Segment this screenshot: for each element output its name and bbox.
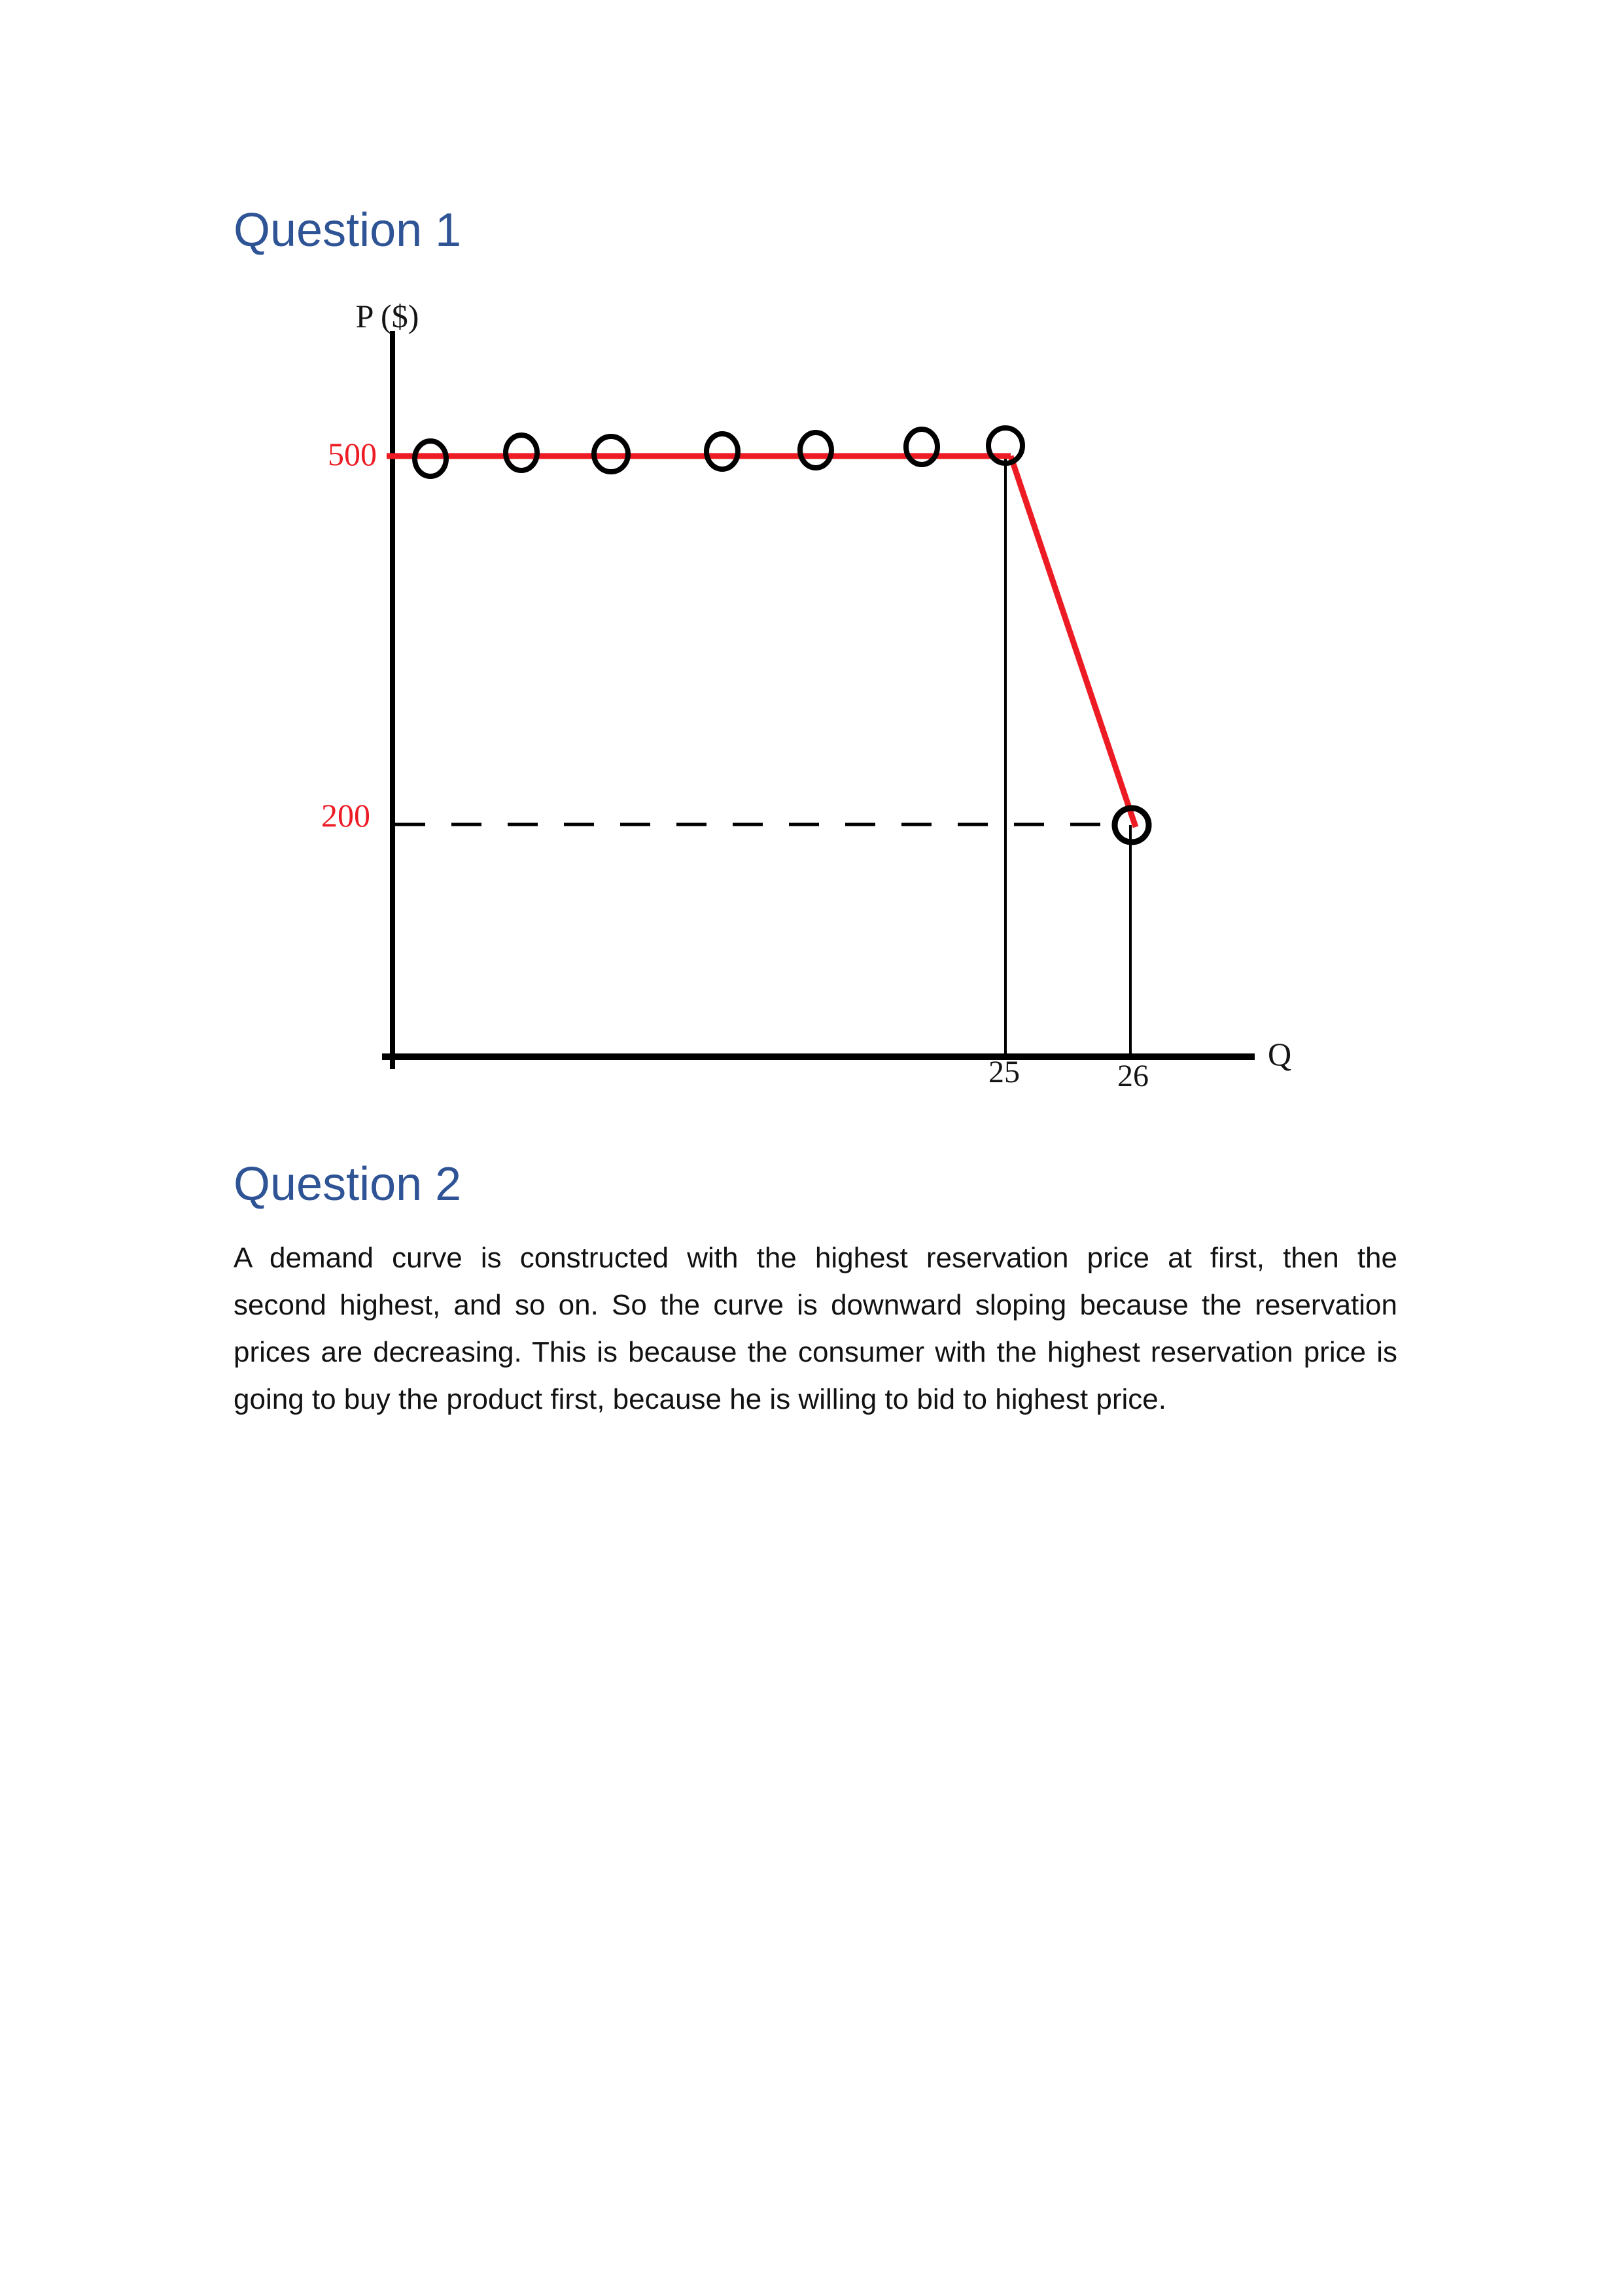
demand-curve-drop-segment	[1011, 456, 1136, 827]
question-1-heading: Question 1	[234, 204, 462, 256]
reservation-price-marker	[707, 434, 738, 469]
paragraph-line: A demand curve is constructed with the highest reservation price at first, then the	[234, 1242, 1397, 1274]
paragraph-line: prices are decreasing. This is because the consumer with the highest reservation price is	[234, 1336, 1397, 1368]
paragraph-line: going to buy the product first, because he is willing to bid to highest price.	[234, 1383, 1166, 1415]
question-2-answer-paragraph	[234, 1235, 1397, 1423]
y-tick-label-200: 200	[321, 797, 370, 834]
reservation-price-marker	[800, 433, 831, 468]
demand-curve-figure	[281, 281, 1354, 1125]
x-tick-label-26: 26	[1117, 1059, 1149, 1093]
demand-curve-chart	[281, 281, 1354, 1125]
reservation-price-marker	[906, 429, 937, 465]
y-axis-title: P ($)	[355, 298, 419, 334]
reservation-price-marker	[506, 435, 537, 470]
paragraph-line: second highest, and so on. So the curve is downward sloping because the reservation	[234, 1289, 1397, 1321]
y-tick-label-500: 500	[328, 436, 377, 472]
x-axis-title: Q	[1268, 1036, 1292, 1072]
x-tick-label-25: 25	[988, 1055, 1020, 1089]
question-2-heading: Question 2	[234, 1158, 462, 1210]
